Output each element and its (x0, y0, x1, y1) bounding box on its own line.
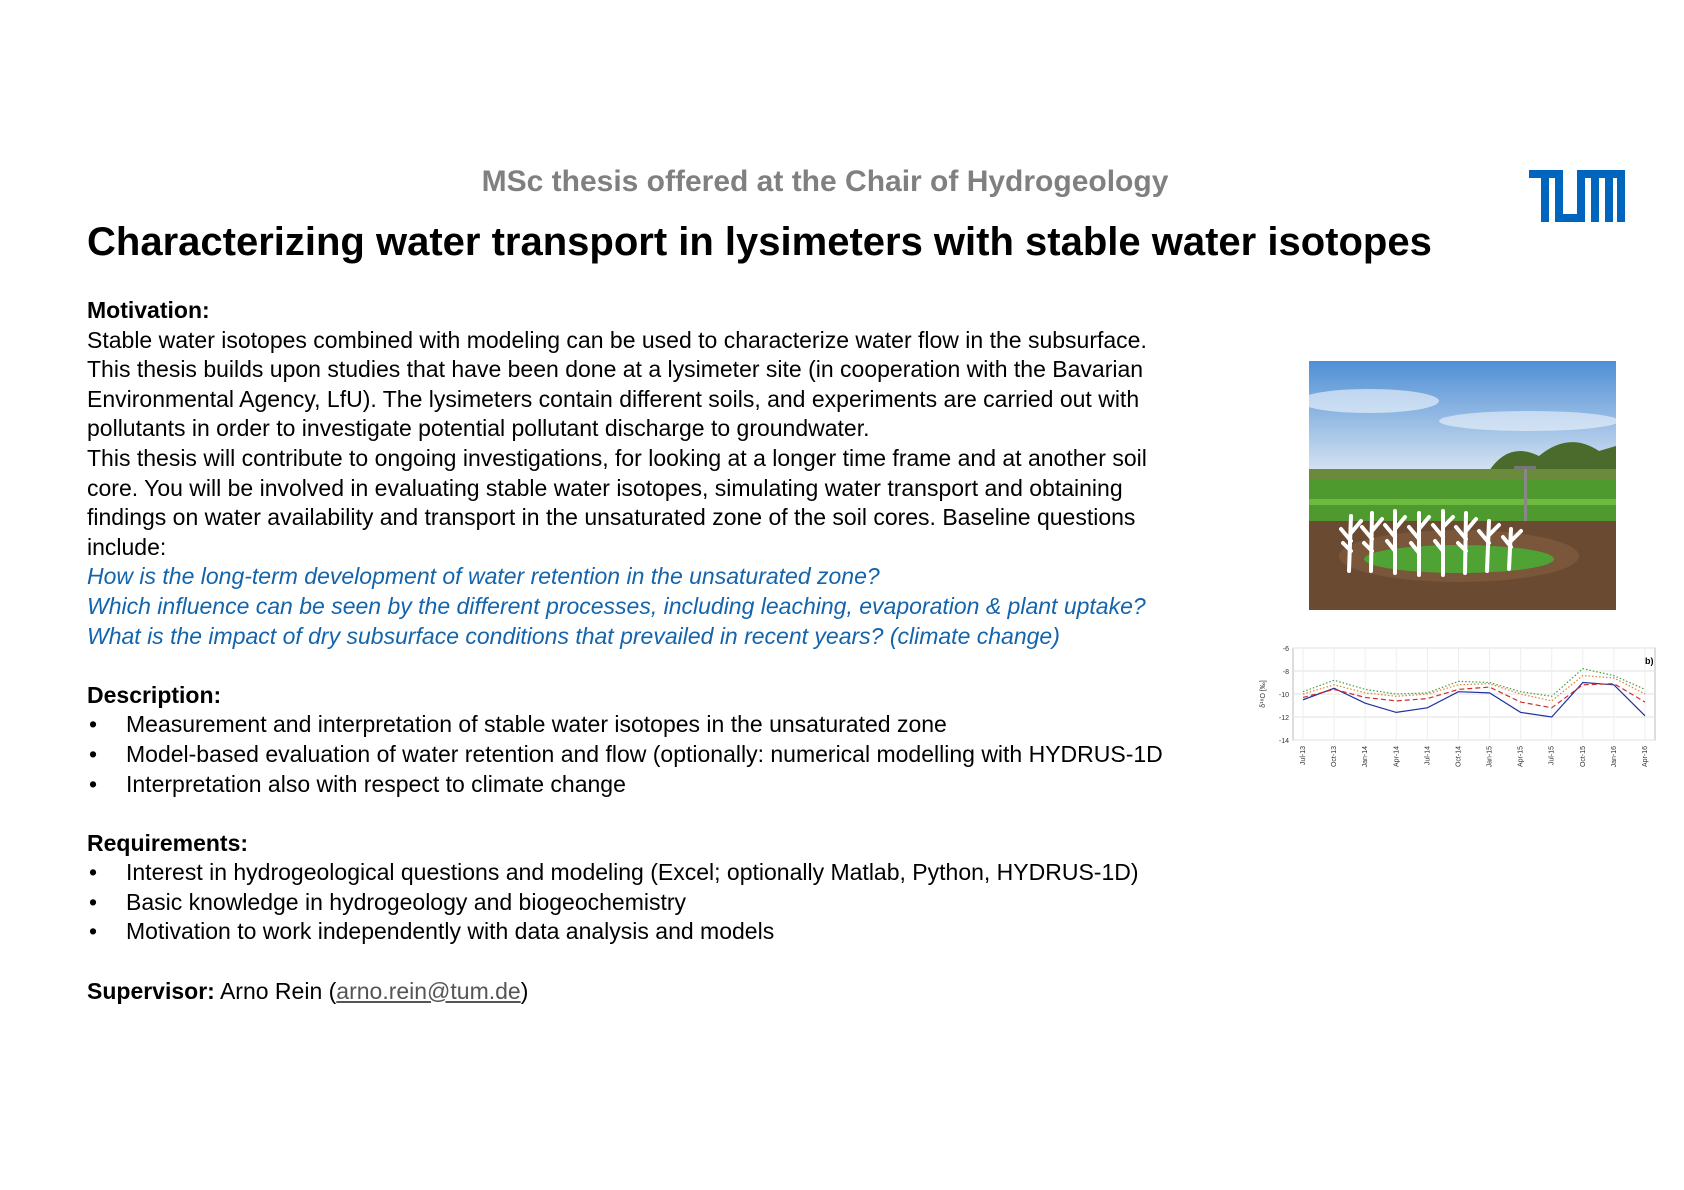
supervisor-label: Supervisor: (87, 977, 215, 1004)
bullet: • (89, 859, 98, 886)
supervisor-name: Arno Rein ( (219, 977, 337, 1004)
research-question: How is the long-term development of water retention in the unsaturated zone? (87, 563, 880, 590)
list-item: • Basic knowledge in hydrogeology and biogeochemistry (87, 888, 1252, 918)
motivation-line: Environmental Agency, LfU). The lysimeters contain different soils, and experiments are carried out with (87, 385, 1140, 412)
bullet: • (89, 888, 98, 915)
x-tick-label: Jan-15 (1486, 746, 1494, 768)
supervisor-close: ) (520, 977, 529, 1004)
supervisor-email-link[interactable]: arno.rein@tum.de (336, 977, 521, 1004)
offer-subtitle: MSc thesis offered at the Chair of Hydrogeology (481, 165, 1169, 198)
supervisor-line (87, 977, 1252, 1007)
bullet: • (89, 918, 98, 945)
motivation-heading: Motivation: (87, 297, 210, 323)
y-tick-label: -14 (1278, 738, 1289, 745)
thesis-title: Characterizing water transport in lysimeters with stable water isotopes (87, 220, 1432, 264)
list-item: • Motivation to work independently with data analysis and models (87, 917, 1252, 947)
motivation-line: include: (87, 533, 167, 560)
x-tick-label: Jan-14 (1362, 746, 1370, 768)
motivation-line: Stable water isotopes combined with modeling can be used to characterize water flow in the subsurface. (87, 326, 1147, 353)
requirements-heading: Requirements: (87, 829, 249, 856)
bullet: • (89, 770, 98, 797)
bullet: • (89, 740, 98, 767)
bullet: • (89, 711, 98, 738)
list-item: • Model-based evaluation of water retention and flow (optionally: numerical modelling with HYDRUS-1D (87, 740, 1252, 770)
x-tick-label: Jul-13 (1300, 746, 1307, 766)
x-tick-label: Jul-14 (1424, 746, 1432, 766)
list-item: • Measurement and interpretation of stable water isotopes in the unsaturated zone (87, 710, 1252, 740)
x-tick-label: Apr-15 (1517, 746, 1525, 768)
motivation-line: This thesis builds upon studies that have been done at a lysimeter site (in cooperation with the Bavarian (87, 356, 1144, 383)
research-question: Which influence can be seen by the different processes, including leaching, evaporation & plant uptake? (87, 592, 1146, 619)
y-axis-label: δ¹⁸O [‰] (1260, 680, 1267, 708)
description-list (87, 710, 1252, 799)
motivation-line: This thesis will contribute to ongoing investigations, for looking at a longer time frame and at another soil (87, 444, 1147, 471)
y-tick-label: -8 (1282, 669, 1289, 676)
isotope-chart (1255, 640, 1665, 785)
x-tick-label: Apr-14 (1393, 746, 1401, 768)
requirements-list (87, 858, 1252, 947)
motivation-line: findings on water availability and transport in the unsaturated zone of the soil cores. Baseline questions (87, 504, 1136, 531)
y-tick-label: -10 (1278, 692, 1289, 699)
motivation-line: core. You will be involved in evaluating stable water isotopes, simulating water transport and obtaining (87, 474, 1123, 501)
motivation-line: pollutants in order to investigate potential pollutant discharge to groundwater. (87, 415, 870, 442)
thesis-body (87, 296, 1252, 1006)
panel-label: b) (1645, 656, 1654, 666)
y-tick-label: -6 (1282, 646, 1289, 653)
y-tick-label: -12 (1278, 715, 1289, 722)
lysimeter-site-photo (1309, 361, 1616, 610)
tum-logo (1529, 170, 1625, 227)
x-tick-label: Jul-15 (1548, 746, 1556, 766)
x-tick-label: Apr-16 (1642, 746, 1649, 768)
description-heading: Description: (87, 681, 222, 708)
research-question: What is the impact of dry subsurface conditions that prevailed in recent years? (climate change) (87, 622, 1060, 649)
x-tick-label: Oct-13 (1331, 746, 1339, 768)
x-tick-label: Jan-16 (1610, 746, 1618, 768)
x-tick-label: Oct-15 (1579, 746, 1587, 768)
x-tick-label: Oct-14 (1455, 746, 1463, 768)
list-item: • Interest in hydrogeological questions and modeling (Excel; optionally Matlab, Python, HYDRUS-1D) (87, 858, 1252, 888)
list-item: • Interpretation also with respect to climate change (87, 770, 1252, 800)
